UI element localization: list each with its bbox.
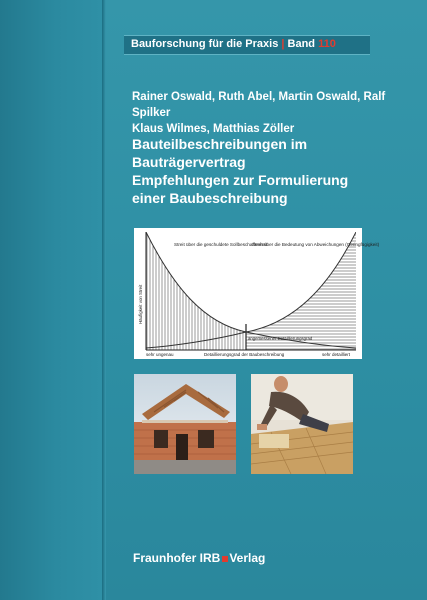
x-right-label: sehr detailliert <box>322 352 351 357</box>
spine-panel <box>0 0 102 600</box>
x-axis-label: Detaillierungsgrad der Baubeschreibung <box>204 352 285 357</box>
diagram-svg <box>134 228 380 359</box>
title-line-1: Bauteilbeschreibungen im Bauträgervertrag <box>132 136 308 170</box>
title-line-3: einer Baubeschreibung <box>132 190 288 206</box>
authors-line-1: Rainer Oswald, Ruth Abel, Martin Oswald, Ralf Spilker <box>132 91 386 119</box>
series-title <box>131 38 336 50</box>
series-name: Bauforschung für die Praxis <box>131 38 279 50</box>
authors <box>132 89 422 137</box>
house-construction-image <box>134 374 236 474</box>
label-left: Streit über die geschuldete Sollbeschaffenheit <box>174 242 268 247</box>
optimum-label: angemessener Detaillierungsgrad <box>248 336 313 341</box>
spine-edge <box>102 0 106 600</box>
series-separator: | <box>281 38 285 50</box>
worker-parquet-image <box>251 374 353 474</box>
series-band-number: 110 <box>318 38 336 50</box>
publisher-dot-icon <box>222 556 228 562</box>
book-title <box>132 135 422 207</box>
photo-worker-parquet <box>251 374 353 474</box>
publisher-verlag: Verlag <box>229 551 266 565</box>
x-left-label: sehr ungenau <box>146 352 174 357</box>
cover-diagram <box>134 228 380 359</box>
photo-house-construction <box>134 374 236 474</box>
title-line-2: Empfehlungen zur Formulierung <box>132 172 349 188</box>
authors-line-2: Klaus Wilmes, Matthias Zöller <box>132 123 295 135</box>
series-band-label: Band <box>287 38 316 50</box>
publisher-logo <box>133 551 265 565</box>
label-right: Streit über die Bedeutung von Abweichungen (Geringfügigkeit) <box>252 242 380 247</box>
y-axis-label: Häufigkeit von Streit <box>138 284 143 324</box>
series-bar <box>124 35 370 55</box>
publisher-name: Fraunhofer IRB <box>133 551 221 565</box>
